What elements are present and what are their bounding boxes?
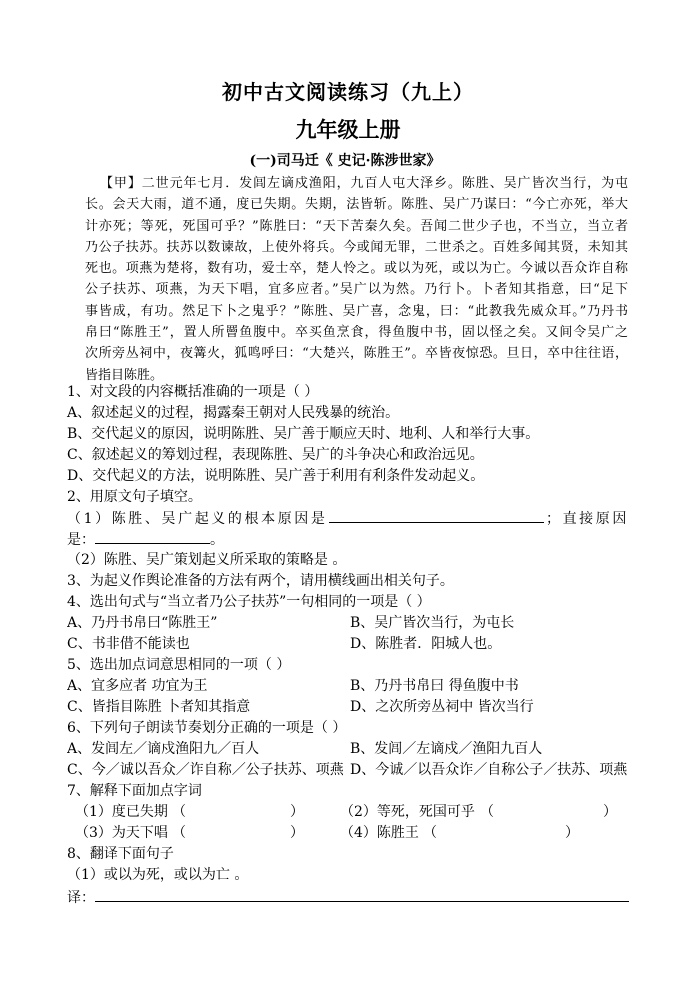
question-4-option-d: D、陈胜者．阳城人也。 (350, 636, 502, 652)
passage-line: 【甲】二世元年七月．发闾左谪戍渔阳，九百人屯大泽乡。陈胜、吴广皆次当行，为屯 (100, 176, 628, 191)
answer-blank (95, 529, 210, 544)
question-2-sub-1-cont: 是： (67, 532, 95, 548)
question-4-option-a: A、乃丹书帛曰“陈胜王” (67, 615, 218, 631)
question-2-sub-1 (67, 508, 629, 529)
question-4-option-b: B、吴广皆次当行，为屯长 (350, 615, 515, 631)
passage-line: 乃公子扶苏。扶苏以数谏故，上使外将兵。今或闻无罪，二世杀之。百姓多闻其贤，未知其 (85, 239, 628, 255)
passage-line: 次所旁丛祠中，夜篝火，狐鸣呼曰：“大楚兴，陈胜王”。卒皆夜惊恐。旦日，卒中往往语， (85, 346, 628, 362)
question-5-option-d: D、之次所旁丛祠中 皆次当行 (350, 699, 534, 715)
question-8-answer-row (67, 886, 629, 907)
passage-line: 计亦死；等死，死国可乎？”陈胜曰：“天下苦秦久矣。吾闻二世少子也，不当立，当立者 (85, 218, 628, 234)
question-2-sub-1-continued (67, 529, 629, 550)
passage-line: 公子扶苏、项燕，为天下唱，宜多应者。”吴广以为然。乃行卜。卜者知其指意，曰“足下 (85, 282, 628, 298)
question-7-item-4-open-paren: （ (423, 825, 437, 841)
question-4-options-row-2 (67, 634, 629, 655)
question-5-options-row-2 (67, 697, 629, 718)
question-7-items-row-2 (67, 823, 629, 844)
question-6-stem: 6、下列句子朗读节奏划分正确的一项是（ ） (67, 720, 347, 736)
question-7-item-4-close-paren: ） (565, 825, 579, 841)
question-1-option-a: A、叙述起义的过程，揭露秦王朝对人民残暴的统治。 (67, 405, 400, 421)
answer-blank (329, 508, 544, 523)
question-2-sub-1-end: 。 (210, 532, 224, 548)
page-subtitle: 九年级上册 (295, 117, 401, 142)
question-6-option-c: C、今／诚以吾众／诈自称／公子扶苏、项燕 (67, 762, 344, 778)
question-6-options-row-2 (67, 760, 629, 781)
passage-line: 事皆成，有功。然足下卜之鬼乎？”陈胜、吴广喜，念鬼，曰：“此教我先威众耳。”乃丹书 (85, 303, 628, 319)
passage-line: 皆指目陈胜。 (85, 367, 164, 383)
question-5-option-c: C、皆指目陈胜 卜者知其指意 (67, 699, 251, 715)
question-7-stem: 7、解释下面加点字词 (67, 783, 202, 799)
question-4-options-row-1 (67, 613, 629, 634)
question-list (67, 382, 629, 907)
question-1-stem: 1、对文段的内容概括准确的一项是（ ） (67, 384, 319, 400)
question-7-item-1-close-paren: ） (290, 804, 304, 820)
question-6-option-b: B、发闾／左谪戍／渔阳九百人 (350, 741, 543, 757)
question-8-answer-label: 译： (67, 890, 95, 906)
question-5-option-a: A、宜多应者 功宜为王 (67, 678, 208, 694)
question-4-option-c: C、书非借不能读也 (67, 636, 190, 652)
passage-text (85, 173, 628, 386)
question-7-item-3-close-paren: ） (290, 825, 304, 841)
question-7-item-4-label: （4）陈胜王 (340, 825, 419, 841)
question-3-stem: 3、为起义作舆论准备的方法有两个，请用横线画出相关句子。 (67, 573, 454, 589)
question-2-stem: 2、用原文句子填空。 (67, 489, 202, 505)
question-8-stem: 8、翻译下面句子 (67, 846, 174, 862)
question-2-sub-1-prefix: （1）陈胜、吴广起义的根本原因是 (67, 511, 328, 527)
question-7-item-2-open-paren: （ (480, 804, 494, 820)
section-heading: (一)司马迁《 史记·陈涉世家》 (249, 153, 441, 169)
question-5-options-row-1 (67, 676, 629, 697)
question-7-item-3-label: （3）为天下唱 (75, 825, 168, 841)
question-7-item-1-label: （1）度已失期 (75, 804, 168, 820)
question-2-sub-1-mid: ；直接原因 (545, 511, 629, 527)
question-7-item-1-open-paren: （ (172, 804, 186, 820)
question-8-sentence: （1）或以为死，或以为亡 。 (67, 867, 249, 883)
question-7-items-row-1 (67, 802, 629, 823)
question-1-option-b: B、交代起义的原因，说明陈胜、吴广善于顺应天时、地利、人和举行大事。 (67, 426, 540, 442)
question-5-option-b: B、乃丹书帛曰 得鱼腹中书 (350, 678, 519, 694)
passage-line: 死也。项燕为楚将，数有功，爱士卒，楚人怜之。或以为死，或以为亡。今诚以吾众诈自称 (85, 261, 628, 277)
question-1-option-d: D、交代起义的方法，说明陈胜、吴广善于利用有利条件发动起义。 (67, 468, 485, 484)
question-1-option-c: C、叙述起义的筹划过程，表现陈胜、吴广的斗争决心和政治远见。 (67, 447, 484, 463)
passage-line: 长。会天大雨，道不通，度已失期。失期，法皆斩。陈胜、吴广乃谋曰：“今亡亦死，举大 (85, 197, 628, 213)
question-2-sub-2: （2）陈胜、吴广策划起义所采取的策略是 。 (67, 552, 347, 568)
question-6-options-row-1 (67, 739, 629, 760)
answer-line (95, 886, 629, 902)
question-6-option-d: D、今诚／以吾众诈／自称公子／扶苏、项燕 (350, 762, 628, 778)
page-title: 初中古文阅读练习（九上） (222, 80, 474, 104)
question-5-stem: 5、选出加点词意思相同的一项（ ） (67, 657, 291, 673)
question-4-stem: 4、选出句式与“当立者乃公子扶苏”一句相同的一项是（ ） (67, 594, 431, 610)
passage-line: 帛曰“陈胜王”，置人所罾鱼腹中。卒买鱼烹食，得鱼腹中书，固以怪之矣。又间令吴广之 (85, 325, 628, 341)
question-6-option-a: A、发闾左／谪戍渔阳九／百人 (67, 741, 260, 757)
question-7-item-2-label: （2）等死，死国可乎 (340, 804, 475, 820)
question-7-item-2-close-paren: ） (603, 804, 617, 820)
question-7-item-3-open-paren: （ (172, 825, 186, 841)
